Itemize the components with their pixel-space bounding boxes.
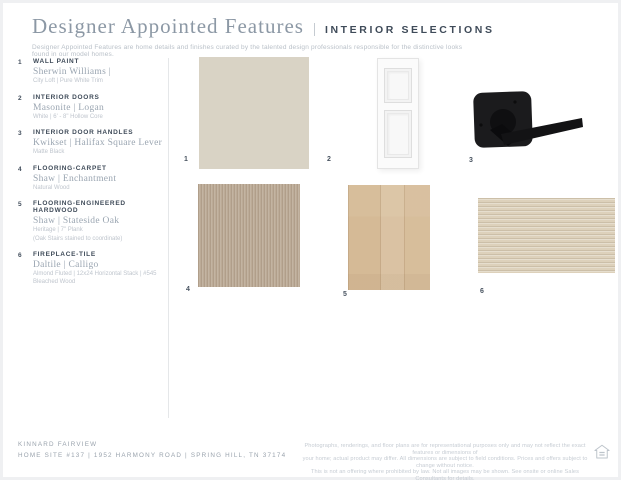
feature-item-interior-doors — [18, 94, 168, 122]
feature-category: FLOORING-ENGINEERED HARDWOOD — [33, 200, 126, 214]
feature-brand: Masonite | Logan — [33, 102, 105, 113]
swatch-number-6: 6 — [480, 288, 484, 295]
title-separator: | — [312, 21, 316, 37]
feature-detail: Natural Wood — [33, 184, 70, 191]
feature-category: INTERIOR DOOR HANDLES — [33, 129, 134, 136]
feature-list — [18, 58, 168, 294]
feature-category: WALL PAINT — [33, 58, 80, 65]
feature-item-wall-paint — [18, 58, 168, 86]
feature-item-door-handles — [18, 129, 168, 157]
feature-number: 5 — [18, 201, 22, 208]
disclaimer-line: Photographs, renderings, and floor plans are for representational purposes only and may not reflect the exact features or dimensions of — [304, 443, 586, 456]
door-top-panel — [384, 68, 412, 103]
feature-detail: Almond Fluted | 12x24 Horizontal Stack | #545 Bleached Wood — [33, 271, 157, 285]
feature-category: FLOORING-CARPET — [33, 164, 107, 172]
feature-brand: Daltile | Calligo — [33, 260, 99, 270]
feature-item-carpet — [18, 165, 168, 193]
swatch-number-2: 2 — [327, 156, 331, 163]
vertical-divider — [168, 58, 169, 418]
feature-number: 6 — [18, 252, 22, 259]
feature-number: 2 — [18, 94, 22, 102]
community-name: KINNARD FAIRVIEW — [18, 441, 98, 448]
swatch-number-1: 1 — [184, 156, 188, 163]
door-bottom-panel — [384, 110, 412, 158]
feature-detail: White | 6' - 8" Hollow Core — [33, 113, 103, 120]
feature-item-hardwood — [18, 200, 168, 243]
feature-category: INTERIOR DOORS — [33, 93, 100, 101]
wall-paint-swatch — [199, 57, 309, 169]
carpet-swatch — [198, 184, 300, 287]
home-site-address: HOME SITE #137 | 1952 HARMONY ROAD | SPRING HILL, TN 37174 — [18, 452, 287, 459]
feature-brand: Shaw | Enchantment — [33, 173, 117, 184]
feature-brand: Kwikset | Halifax Square Lever — [33, 138, 163, 148]
door-handle-swatch — [468, 84, 586, 164]
feature-brand: Sherwin Williams | — [33, 67, 111, 77]
feature-detail: City Loft | Pure White Trim — [33, 78, 103, 84]
door-handle-image — [468, 84, 586, 164]
feature-detail-note: (Oak Stairs stained to coordinate) — [33, 235, 123, 242]
page-subtitle-tag: INTERIOR SELECTIONS — [324, 24, 495, 36]
feature-category: FIREPLACE-TILE — [33, 251, 96, 258]
legal-disclaimer — [302, 443, 588, 480]
disclaimer-line: This is not an offering where prohibited by law. Not all images may be shown. See onsite or online Sales Consultants for details. — [310, 469, 580, 480]
swatch-number-3: 3 — [469, 157, 473, 164]
fireplace-tile-swatch — [478, 198, 615, 273]
feature-number: 1 — [18, 59, 22, 66]
swatch-number-4: 4 — [186, 286, 190, 293]
feature-item-fireplace-tile — [18, 251, 168, 286]
feature-brand: Shaw | Stateside Oak — [33, 216, 120, 226]
page-description: Designer Appointed Features are home details and finishes curated by the talented design professionals responsible for the distinctive looks found in our model homes. — [32, 44, 463, 58]
swatch-number-5: 5 — [343, 291, 347, 298]
feature-detail: Heritage | 7" Plank — [33, 227, 83, 233]
feature-number: 4 — [18, 165, 22, 173]
header — [32, 14, 495, 58]
interior-door-swatch — [377, 58, 419, 169]
footer-project-info — [18, 441, 286, 459]
disclaimer-line: your home; actual product may differ. All dimensions are subject to field conditions. Prices and offers subject to change without notice. — [302, 456, 588, 469]
hardwood-swatch — [348, 185, 430, 290]
feature-detail: Matte Black — [33, 149, 65, 155]
feature-number: 3 — [18, 130, 22, 137]
page-title: Designer Appointed Features — [32, 14, 304, 38]
equal-housing-opportunity-icon — [593, 443, 611, 466]
